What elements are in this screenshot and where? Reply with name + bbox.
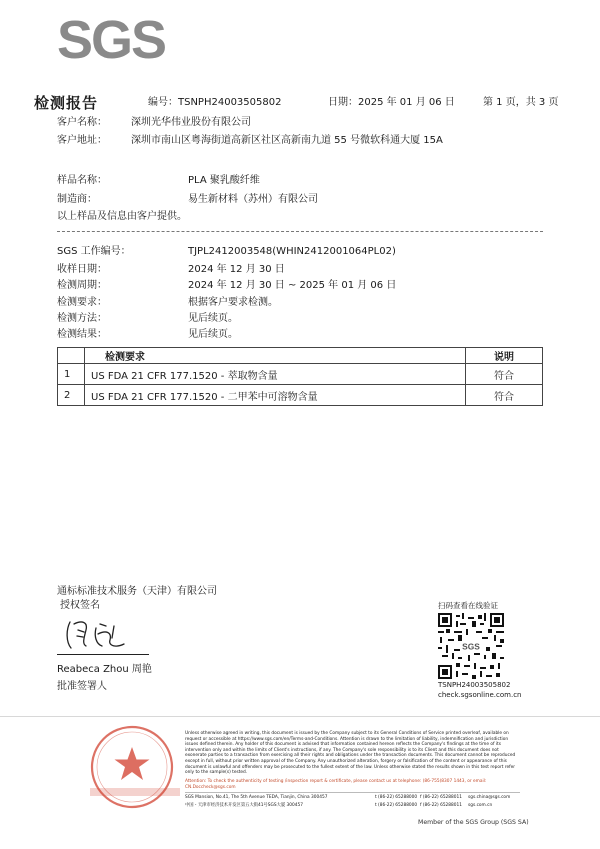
- work-number: TJPL2412003548(WHIN2412001064PL02): [188, 246, 396, 257]
- verify-site[interactable]: check.sgsonline.com.cn: [438, 691, 522, 699]
- footer-phone-2: t (86-22) 65288000: [375, 803, 418, 808]
- footer-phone-1: t (86-22) 65288000: [375, 795, 418, 800]
- footer-address-rule: [185, 792, 520, 793]
- footer-rule: [0, 716, 600, 717]
- test-period-label: 检测周期：: [57, 280, 107, 291]
- client-name-label: 客户名称：: [57, 117, 107, 128]
- test-request-label: 检测要求：: [57, 297, 107, 308]
- sgs-logo: [57, 10, 166, 70]
- sample-name-label: 样品名称：: [57, 175, 107, 186]
- qr-report-number: TSNPH24003505802: [438, 681, 511, 689]
- header-requirement: 检测要求: [85, 348, 466, 364]
- test-result: 见后续页。: [188, 329, 238, 340]
- authorized-signature-label: 授权签名: [60, 600, 100, 611]
- approver-label: 批准签署人: [57, 681, 107, 692]
- section-divider: [57, 231, 543, 232]
- test-method: 见后续页。: [188, 313, 238, 324]
- signer-name: Reabeca Zhou 周艳: [57, 664, 152, 675]
- sgs-logo-text: SGS: [57, 10, 166, 70]
- handwritten-signature: [62, 618, 132, 652]
- company-name: 通标标准技术服务（天津）有限公司: [57, 586, 217, 597]
- qr-center-label: SGS: [462, 641, 480, 652]
- footer-address-cn: 中国・天津市经济技术开发区第五大街41号SGS大厦 300457: [185, 803, 303, 808]
- header-note: 说明: [466, 348, 543, 364]
- requirements-table: [57, 347, 543, 406]
- report-title: 检测报告: [34, 94, 99, 112]
- qr-code[interactable]: [438, 613, 504, 679]
- sample-name: PLA 聚乳酸纤维: [188, 175, 260, 186]
- test-period: 2024 年 12 月 30 日 ~ 2025 年 01 月 06 日: [188, 280, 397, 291]
- manufacturer-label: 制造商：: [57, 194, 97, 205]
- received-date-label: 收样日期：: [57, 264, 107, 275]
- page-indicator: 第 1 页，共 3 页: [483, 97, 559, 108]
- footer-member: Member of the SGS Group (SGS SA): [418, 819, 529, 826]
- footer-address-en: SGS Mansion, No.41, The 5th Avenue TEDA, Tianjin, China 300457: [185, 795, 328, 800]
- report-date: 日期：2025 年 01 月 06 日: [328, 97, 455, 108]
- row-requirement: US FDA 21 CFR 177.1520 - 二甲苯中可溶物含量: [85, 385, 466, 406]
- signature-line: [57, 654, 149, 655]
- test-result-label: 检测结果：: [57, 329, 107, 340]
- footer-disclaimer: Unless otherwise agreed in writing, this document is issued by the Company subject to its General Conditions of Service printed overleaf, available on request or accessible at https://www.sgs.com/en/Terms-and-Conditions. Attention is drawn to the limitation of liability, indemnification and jurisdiction issues defined therein. Any holder of this document is advised that information contained hereon reflects the Company's findings at the time of its intervention only and within the limits of Client's instructions, if any. The Company's sole responsibility is to its Client and this document does not exonerate parties to a transaction from exercising all their rights and obligations under the transaction documents. This document cannot be reproduced except in full, without prior written approval of the Company. Any unauthorized alteration, forgery or falsification of the content or appearance of this document is unlawful and offenders may be prosecuted to the fullest extent of the law. Unless otherwise stated the results shown in this test report refer only to the sample(s) tested.: [185, 731, 516, 776]
- row-note: 符合: [466, 385, 543, 406]
- test-request: 根据客户要求检测。: [188, 297, 278, 308]
- row-number: 1: [58, 364, 85, 385]
- official-seal: [80, 722, 184, 812]
- client-name: 深圳光华伟业股份有限公司: [131, 117, 251, 128]
- header-no: [58, 348, 85, 364]
- client-address-label: 客户地址：: [57, 135, 107, 146]
- test-method-label: 检测方法：: [57, 313, 107, 324]
- row-number: 2: [58, 385, 85, 406]
- manufacturer: 易生新材料（苏州）有限公司: [188, 194, 318, 205]
- row-note: 符合: [466, 364, 543, 385]
- report-number: 编号：TSNPH24003505802: [148, 97, 282, 108]
- work-number-label: SGS 工作编号：: [57, 246, 131, 257]
- sample-note: 以上样品及信息由客户提供。: [57, 211, 187, 222]
- client-address: 深圳市南山区粤海街道高新区社区高新南九道 55 号微软科通大厦 15A: [131, 135, 443, 146]
- footer-fax-2: f (86-22) 65288011: [420, 803, 462, 808]
- received-date: 2024 年 12 月 30 日: [188, 264, 285, 275]
- footer-fax-1: f (86-22) 65288011: [420, 795, 462, 800]
- footer-attention: Attention: To check the authenticity of testing /inspection report & certificate, please contact us at telephone: (86-755)8307 1443, or email: CN.Doccheck@sgs.com: [185, 779, 487, 790]
- qr-caption: 扫码查看在线验证: [438, 601, 498, 610]
- table-row: [58, 385, 543, 406]
- row-requirement: US FDA 21 CFR 177.1520 - 萃取物含量: [85, 364, 466, 385]
- table-header-row: [58, 348, 543, 364]
- footer-email[interactable]: sgs.china@sgs.com: [468, 795, 511, 800]
- table-row: [58, 364, 543, 385]
- footer-website[interactable]: sgs.com.cn: [468, 803, 493, 808]
